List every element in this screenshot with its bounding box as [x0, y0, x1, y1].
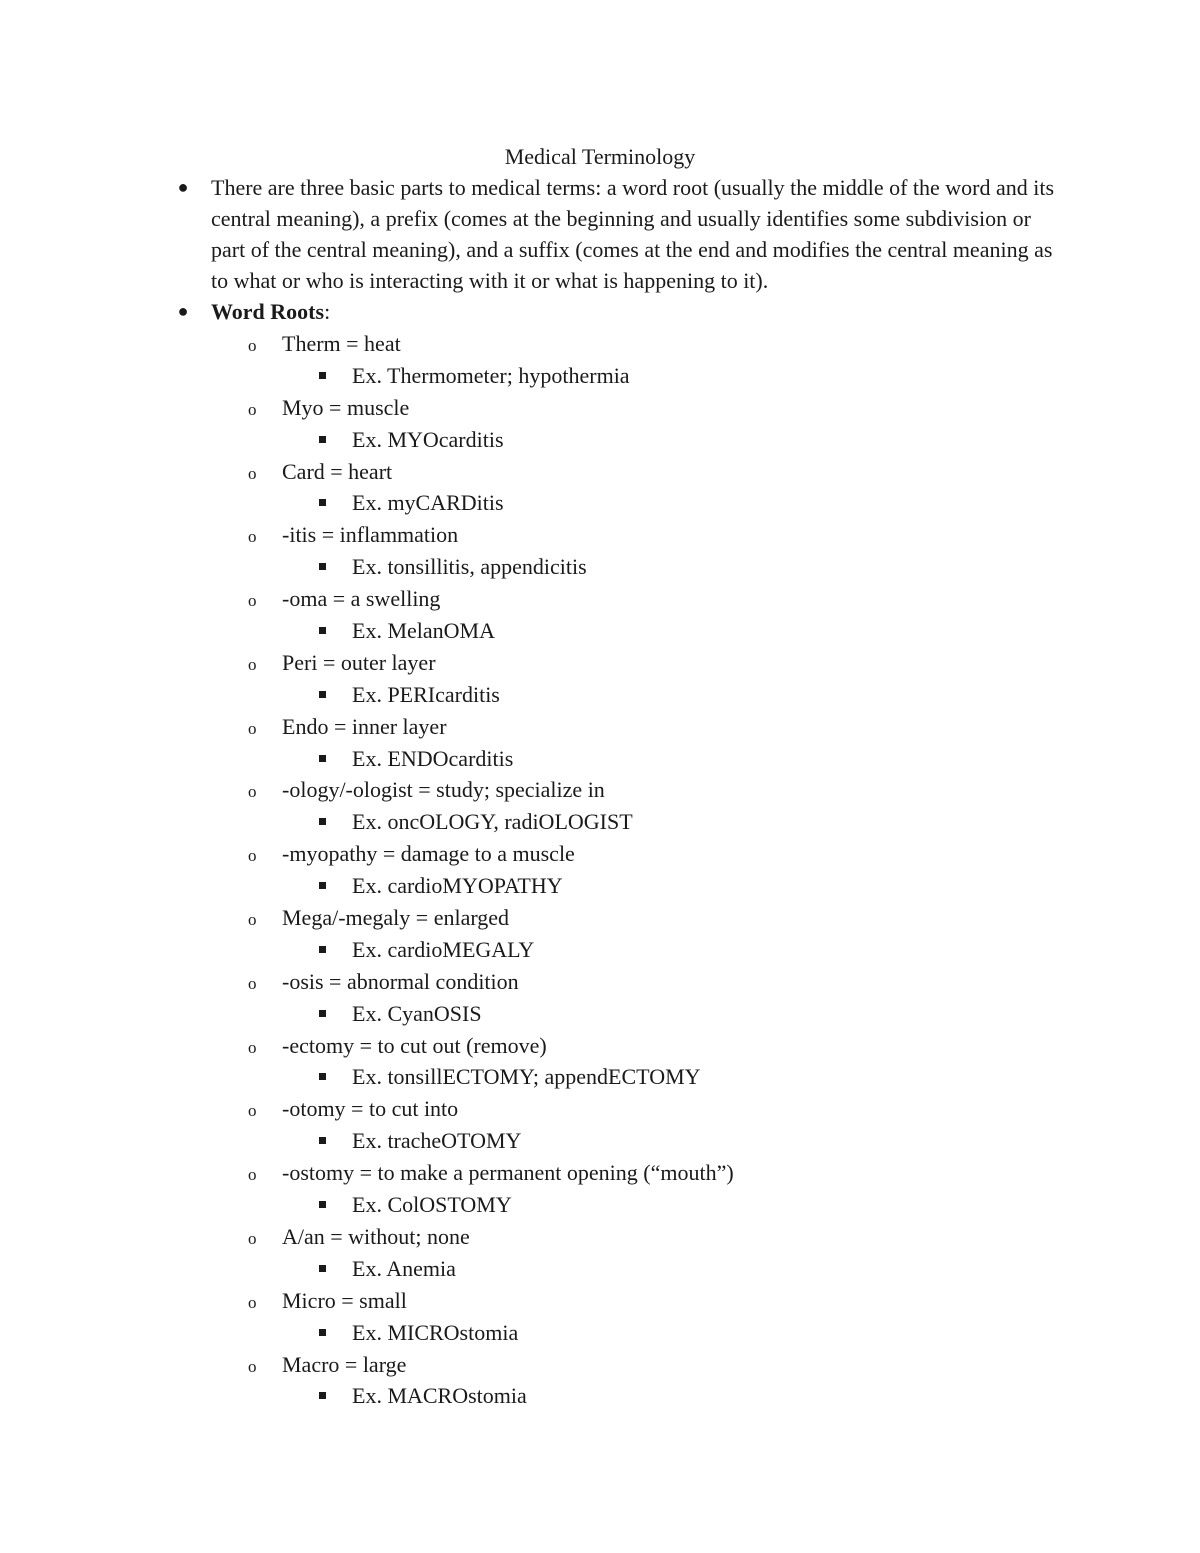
- list-item: [0, 1349, 1200, 1413]
- example-text: Ex. cardioMEGALY: [352, 936, 535, 962]
- list-item: [0, 1285, 1200, 1349]
- term-text: -otomy = to cut into: [282, 1096, 459, 1122]
- list-item: [0, 966, 1200, 1030]
- example-text: Ex. PERIcarditis: [352, 681, 500, 707]
- square-bullet-icon: [319, 1137, 326, 1144]
- circle-bullet-icon: o: [248, 336, 257, 355]
- list-item: [0, 456, 1200, 520]
- list-item: [0, 1093, 1200, 1157]
- intro-bullet: [177, 172, 1061, 296]
- example-text: Ex. MICROstomia: [352, 1319, 519, 1345]
- example-line: [0, 551, 1200, 583]
- circle-bullet-icon: o: [248, 591, 257, 611]
- term-text: Myo = muscle: [282, 394, 410, 420]
- example-text: Ex. ENDOcarditis: [352, 745, 514, 771]
- example-line: [0, 487, 1200, 519]
- example-line: [0, 870, 1200, 902]
- term-line: [0, 456, 1200, 488]
- circle-bullet-icon: o: [248, 399, 257, 419]
- example-line: [0, 743, 1200, 775]
- term-text: -ology/-ologist = study; specialize in: [282, 777, 605, 803]
- example-text: Ex. tracheOTOMY: [352, 1128, 522, 1154]
- square-bullet-icon: [319, 1265, 326, 1272]
- circle-bullet-icon: o: [248, 1165, 257, 1185]
- circle-bullet-icon: o: [248, 654, 257, 674]
- circle-bullet-icon: o: [248, 1356, 257, 1376]
- example-text: Ex. Thermometer; hypothermia: [352, 362, 630, 388]
- circle-bullet-icon: o: [248, 463, 257, 483]
- square-bullet-icon: [319, 1392, 326, 1399]
- square-bullet-icon: [319, 946, 326, 953]
- square-bullet-icon: [319, 818, 326, 825]
- term-line: [0, 647, 1200, 679]
- circle-bullet-icon: o: [248, 1037, 257, 1057]
- term-text: Therm = heat: [282, 331, 401, 356]
- list-item: [0, 519, 1200, 583]
- example-line: [0, 1061, 1200, 1093]
- example-text: Ex. myCARDitis: [352, 490, 504, 516]
- example-line: [0, 1317, 1200, 1349]
- circle-bullet-icon: o: [248, 1101, 257, 1121]
- word-roots-heading: Word Roots: [211, 299, 325, 324]
- term-line: [0, 838, 1200, 870]
- list-item: [0, 774, 1200, 838]
- square-bullet-icon: [319, 627, 326, 634]
- example-text: Ex. Anemia: [352, 1255, 456, 1281]
- example-text: Ex. MACROstomia: [352, 1383, 527, 1409]
- list-item: [0, 647, 1200, 711]
- intro-text: There are three basic parts to medical terms: a word root (usually the middle of the word and its central meaning), a prefix (comes at the beginning and usually identifies some subdivision or part of the central meaning), and a suffix (comes at the end and modifies the central meaning as to what or who is interacting with it or what is happening to it).: [211, 175, 1055, 293]
- example-text: Ex. oncOLOGY, radiOLOGIST: [352, 809, 633, 835]
- square-bullet-icon: [319, 563, 326, 570]
- term-line: [0, 392, 1200, 424]
- term-text: -ostomy = to make a permanent opening (“mouth”): [282, 1160, 734, 1186]
- list-item: [0, 1157, 1200, 1221]
- term-text: Mega/-megaly = enlarged: [282, 905, 510, 931]
- circle-bullet-icon: o: [248, 1292, 257, 1312]
- term-text: Card = heart: [282, 458, 393, 484]
- example-text: Ex. MYOcarditis: [352, 426, 504, 452]
- term-line: [0, 711, 1200, 743]
- square-bullet-icon: [319, 1201, 326, 1208]
- square-bullet-icon: [319, 755, 326, 762]
- list-item: [0, 328, 1200, 392]
- term-line: [0, 774, 1200, 806]
- example-line: [0, 1189, 1200, 1221]
- term-line: [0, 519, 1200, 551]
- term-line: [0, 1349, 1200, 1381]
- list-item: [0, 1030, 1200, 1094]
- list-item: [0, 711, 1200, 775]
- term-text: -oma = a swelling: [282, 586, 441, 612]
- example-line: [0, 360, 1200, 392]
- term-line: [0, 1157, 1200, 1189]
- example-line: [0, 1253, 1200, 1285]
- circle-bullet-icon: o: [248, 846, 257, 866]
- term-line: [0, 328, 1200, 360]
- square-bullet-icon: [319, 499, 326, 506]
- term-text: -ectomy = to cut out (remove): [282, 1032, 547, 1058]
- circle-bullet-icon: o: [248, 1228, 257, 1248]
- term-text: Macro = large: [282, 1351, 407, 1377]
- list-item: [0, 1221, 1200, 1285]
- term-text: A/an = without; none: [282, 1223, 470, 1249]
- list-item: [0, 392, 1200, 456]
- term-line: [0, 1221, 1200, 1253]
- square-bullet-icon: [319, 691, 326, 698]
- circle-bullet-icon: o: [248, 973, 257, 993]
- example-line: [0, 1380, 1200, 1412]
- term-line: [0, 583, 1200, 615]
- example-text: Ex. CyanOSIS: [352, 1000, 482, 1026]
- term-text: Micro = small: [282, 1287, 407, 1313]
- example-text: Ex. tonsillECTOMY; appendECTOMY: [352, 1064, 701, 1090]
- bullet-icon: ●: [177, 177, 189, 197]
- word-roots-bullet: [177, 296, 1061, 327]
- term-line: [0, 902, 1200, 934]
- example-line: [0, 615, 1200, 647]
- circle-bullet-icon: o: [248, 910, 257, 930]
- square-bullet-icon: [319, 372, 326, 379]
- example-text: Ex. MelanOMA: [352, 618, 495, 644]
- circle-bullet-icon: o: [248, 527, 257, 547]
- example-text: Ex. tonsillitis, appendicitis: [352, 554, 587, 580]
- example-line: [0, 424, 1200, 456]
- example-line: [0, 1125, 1200, 1157]
- example-line: [0, 934, 1200, 966]
- term-text: Endo = inner layer: [282, 713, 447, 739]
- term-line: [0, 966, 1200, 998]
- term-text: -itis = inflammation: [282, 522, 459, 548]
- term-line: [0, 1093, 1200, 1125]
- square-bullet-icon: [319, 1329, 326, 1336]
- example-text: Ex. cardioMYOPATHY: [352, 873, 563, 899]
- circle-bullet-icon: o: [248, 718, 257, 738]
- bullet-icon: ●: [177, 301, 189, 321]
- term-text: -myopathy = damage to a muscle: [282, 841, 575, 867]
- list-item: [0, 838, 1200, 902]
- list-item: [0, 902, 1200, 966]
- circle-bullet-icon: o: [248, 782, 257, 802]
- word-roots-list: [0, 328, 1200, 1412]
- example-text: Ex. ColOSTOMY: [352, 1192, 512, 1218]
- word-roots-colon: :: [324, 299, 331, 324]
- square-bullet-icon: [319, 436, 326, 443]
- example-line: [0, 998, 1200, 1030]
- term-text: -osis = abnormal condition: [282, 968, 519, 994]
- term-line: [0, 1285, 1200, 1317]
- square-bullet-icon: [319, 882, 326, 889]
- square-bullet-icon: [319, 1073, 326, 1080]
- term-line: [0, 1030, 1200, 1062]
- term-text: Peri = outer layer: [282, 649, 436, 675]
- example-line: [0, 679, 1200, 711]
- example-line: [0, 806, 1200, 838]
- square-bullet-icon: [319, 1010, 326, 1017]
- list-item: [0, 583, 1200, 647]
- document-title: Medical Terminology: [504, 144, 696, 169]
